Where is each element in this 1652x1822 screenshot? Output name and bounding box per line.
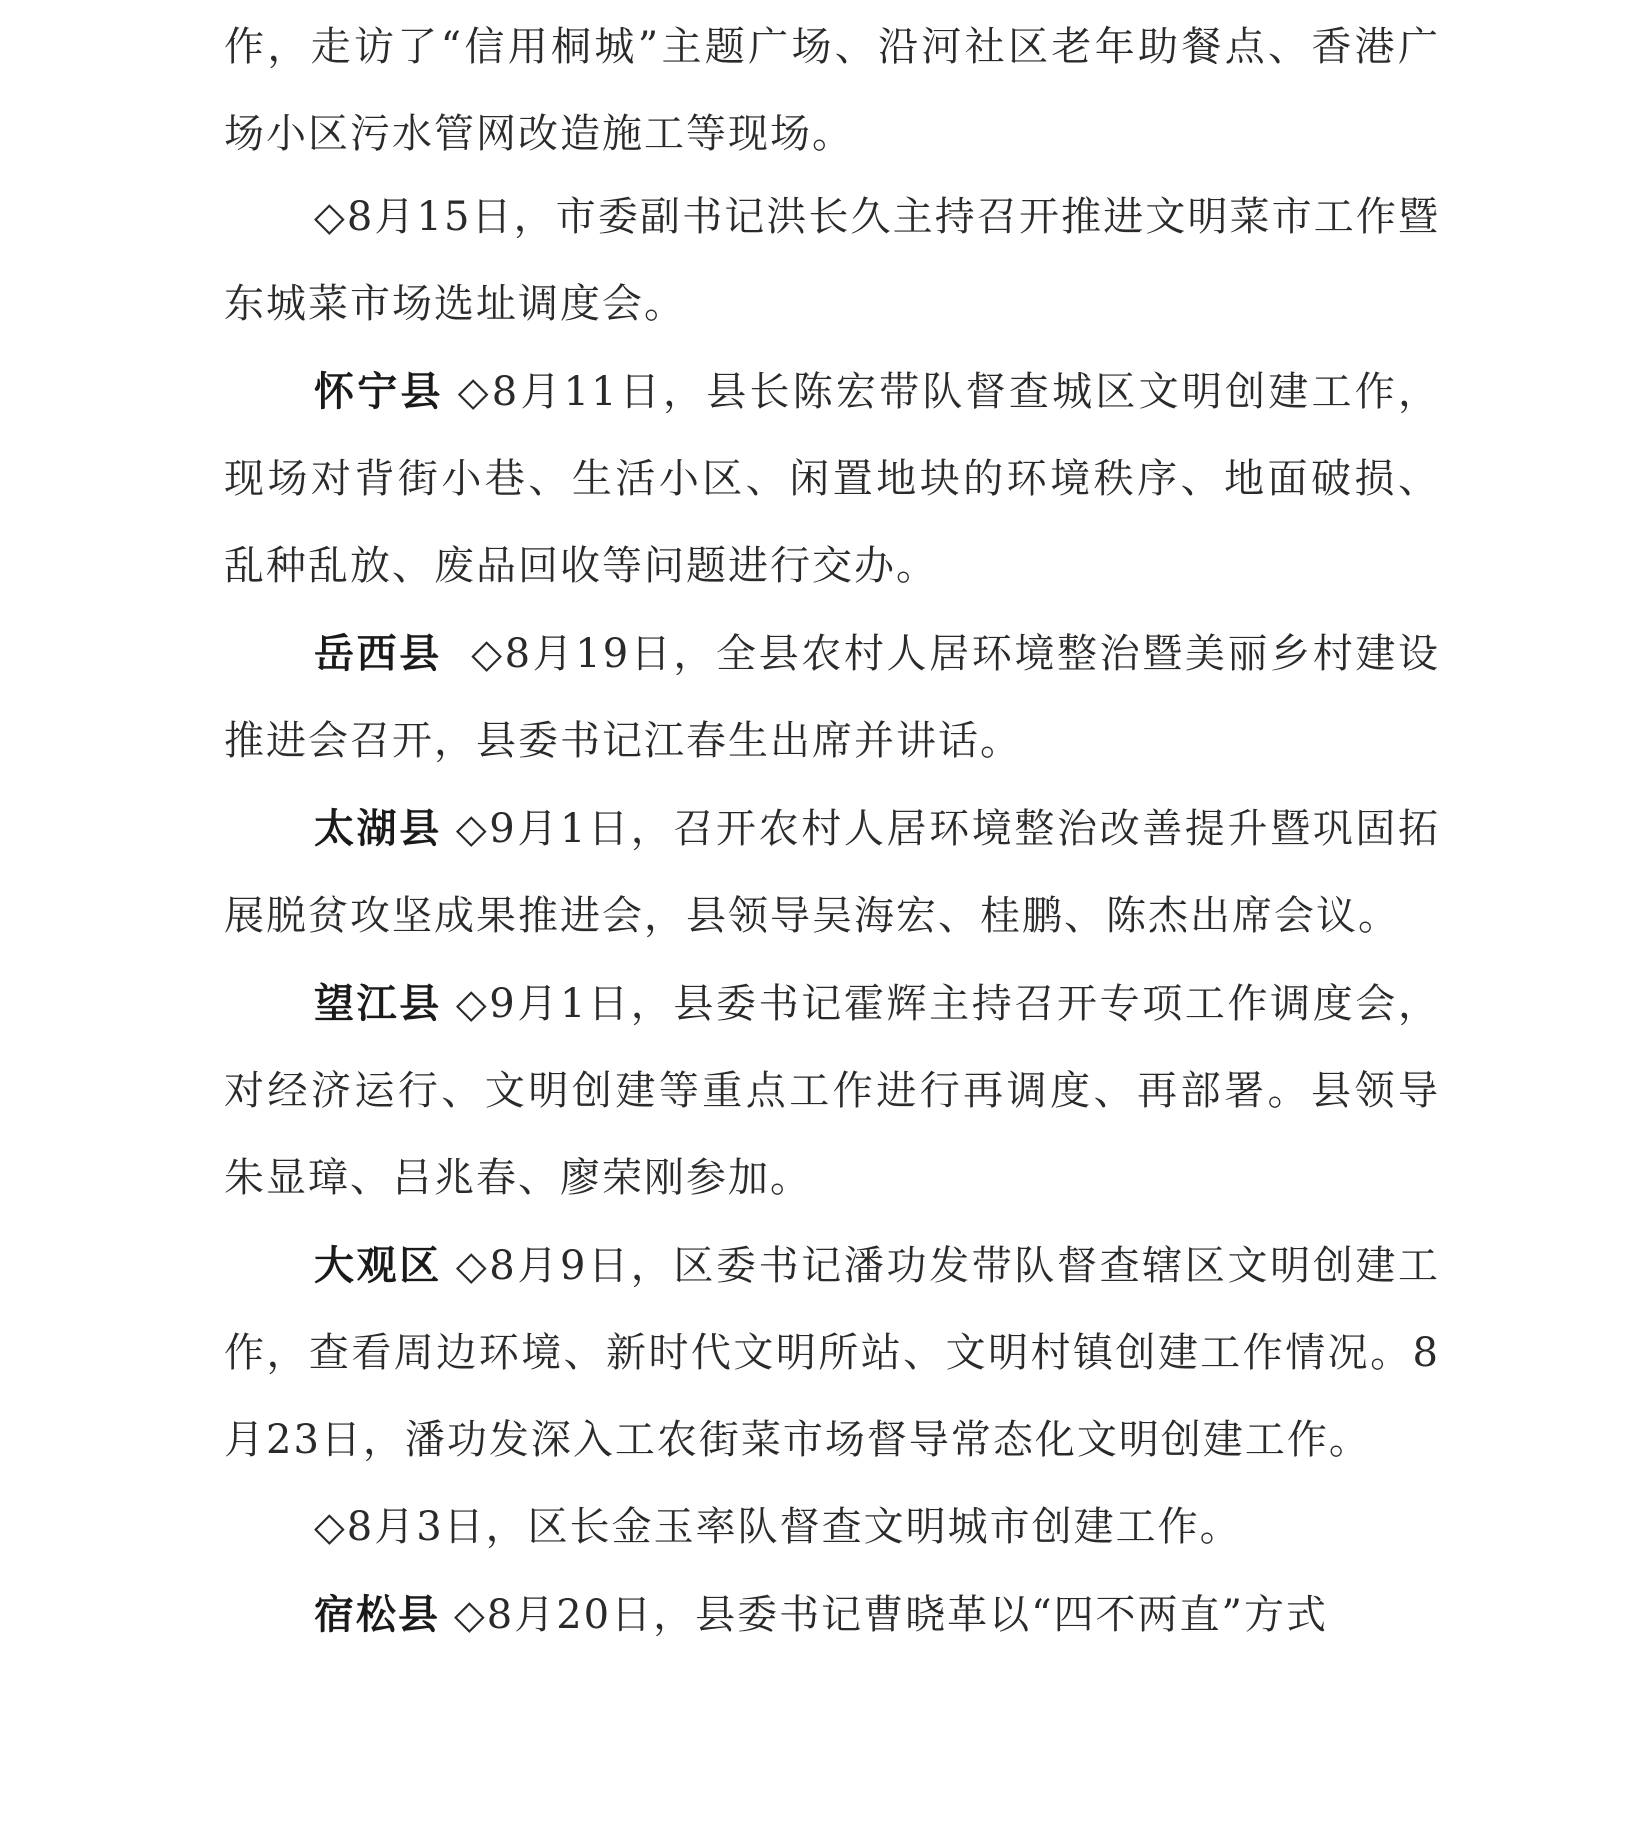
document-body (224, 0, 1440, 1659)
paragraph-wangjiang (224, 960, 1440, 1222)
paragraph-text: ◇8月20日，县委书记曹晓革以“四不两直”方式 (454, 1592, 1329, 1638)
paragraph-daguan (224, 1222, 1440, 1484)
paragraph-text: ◇8月9日，区委书记潘功发带队督查辖区文明创建工作，查看周边环境、新时代文明所站、文明村镇创建工作情况。8月23日，潘功发深入工农街菜市场督导常态化文明创建工作。 (224, 1243, 1440, 1463)
paragraph-huaining (224, 348, 1440, 610)
paragraph-continuation (224, 4, 1440, 178)
paragraph-text: ◇8月3日，区长金玉率队督查文明城市创建工作。 (314, 1504, 1242, 1550)
county-name: 宿松县 (314, 1591, 440, 1638)
paragraph-yuexi (224, 610, 1440, 785)
county-name: 怀宁县 (314, 368, 444, 415)
paragraph-text: ◇8月19日，全县农村人居环境整治暨美丽乡村建设推进会召开，县委书记江春生出席并讲话。 (224, 631, 1441, 764)
paragraph-text: ◇8月15日，市委副书记洪长久主持召开推进文明菜市工作暨东城菜市场选址调度会。 (224, 194, 1440, 327)
county-name: 大观区 (314, 1242, 442, 1289)
paragraph-susong (224, 1571, 1440, 1659)
paragraph-taihu (224, 785, 1440, 960)
county-name: 太湖县 (314, 805, 442, 852)
paragraph-text: ◇9月1日，县委书记霍辉主持召开专项工作调度会，对经济运行、文明创建等重点工作进行再调度、再部署。县领导朱显璋、吕兆春、廖荣刚参加。 (224, 981, 1440, 1201)
paragraph-text: 作，走访了“信用桐城”主题广场、沿河社区老年助餐点、香港广场小区污水管网改造施工等现场。 (224, 24, 1440, 157)
paragraph-daguan-item-2 (224, 1484, 1440, 1571)
paragraph-text: ◇8月11日，县长陈宏带队督查城区文明创建工作，现场对背街小巷、生活小区、闲置地块的环境秩序、地面破损、乱种乱放、废品回收等问题进行交办。 (224, 369, 1441, 589)
paragraph-text: ◇9月1日，召开农村人居环境整治改善提升暨巩固拓展脱贫攻坚成果推进会，县领导吴海宏、桂鹏、陈杰出席会议。 (224, 806, 1440, 939)
county-name: 望江县 (314, 980, 442, 1027)
paragraph-city-item (224, 174, 1440, 348)
county-name: 岳西县 (314, 630, 442, 677)
